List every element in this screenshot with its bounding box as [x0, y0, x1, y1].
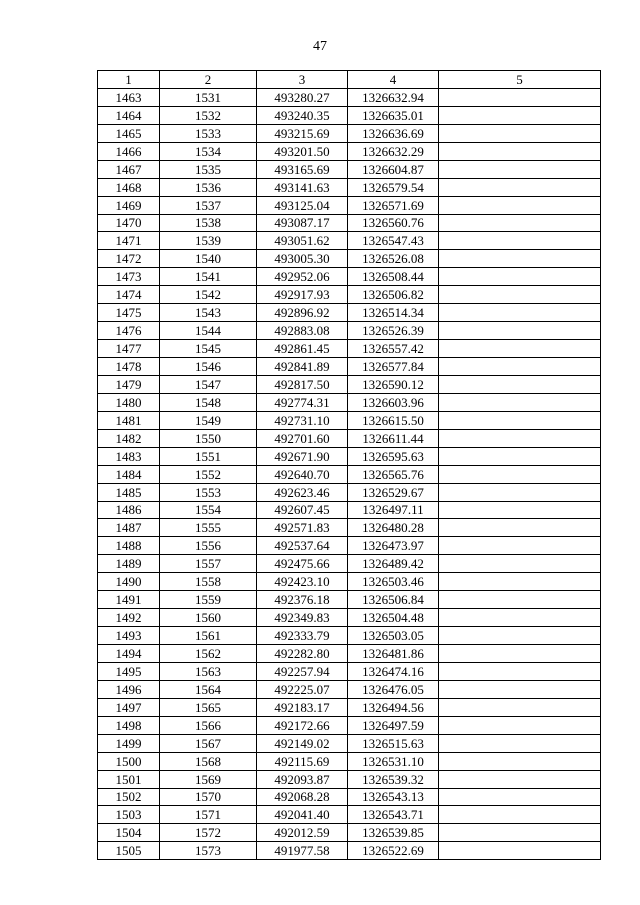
table-row	[98, 375, 601, 393]
table-cell: 1481	[98, 411, 160, 429]
table-cell: 492172.66	[257, 716, 348, 734]
table-cell: 1480	[98, 393, 160, 411]
table-row	[98, 124, 601, 142]
table-cell	[439, 734, 601, 752]
table-row	[98, 591, 601, 609]
table-cell: 492012.59	[257, 824, 348, 842]
table-cell	[439, 429, 601, 447]
table-cell: 1491	[98, 591, 160, 609]
table-cell: 1566	[160, 716, 257, 734]
table-cell: 493165.69	[257, 160, 348, 178]
table-cell: 1326635.01	[348, 106, 439, 124]
table-cell: 1490	[98, 573, 160, 591]
table-row	[98, 340, 601, 358]
table-cell: 1326526.08	[348, 250, 439, 268]
table-cell: 1326603.96	[348, 393, 439, 411]
table-row	[98, 358, 601, 376]
table-cell: 491977.58	[257, 842, 348, 860]
table-cell: 1326560.76	[348, 214, 439, 232]
table-cell	[439, 465, 601, 483]
table-row	[98, 680, 601, 698]
table-cell: 1563	[160, 662, 257, 680]
table-cell: 1487	[98, 519, 160, 537]
table-cell: 492817.50	[257, 375, 348, 393]
table-cell: 1478	[98, 358, 160, 376]
table-cell: 492841.89	[257, 358, 348, 376]
table-cell: 1482	[98, 429, 160, 447]
table-cell: 1559	[160, 591, 257, 609]
table-cell: 1533	[160, 124, 257, 142]
table-cell: 1326539.85	[348, 824, 439, 842]
table-cell: 1554	[160, 501, 257, 519]
table-cell: 1465	[98, 124, 160, 142]
table-cell: 1326476.05	[348, 680, 439, 698]
table-cell: 1547	[160, 375, 257, 393]
page-number: 47	[313, 39, 327, 54]
table-row	[98, 555, 601, 573]
table-cell: 492068.28	[257, 788, 348, 806]
column-header: 5	[439, 71, 601, 89]
table-cell	[439, 124, 601, 142]
table-cell: 492952.06	[257, 268, 348, 286]
table-cell: 1531	[160, 88, 257, 106]
table-cell	[439, 483, 601, 501]
table-cell: 1326515.63	[348, 734, 439, 752]
table-row	[98, 627, 601, 645]
table-cell: 1548	[160, 393, 257, 411]
table-row	[98, 322, 601, 340]
table-row	[98, 465, 601, 483]
table-cell: 1568	[160, 752, 257, 770]
table-cell: 1485	[98, 483, 160, 501]
table-cell	[439, 770, 601, 788]
table-row	[98, 142, 601, 160]
table-cell: 1493	[98, 627, 160, 645]
table-row	[98, 716, 601, 734]
table-cell	[439, 196, 601, 214]
table-cell: 1476	[98, 322, 160, 340]
table-cell: 492640.70	[257, 465, 348, 483]
table-cell	[439, 698, 601, 716]
table-cell: 1326543.71	[348, 806, 439, 824]
table-cell: 1326503.46	[348, 573, 439, 591]
table-row	[98, 698, 601, 716]
table-cell: 1532	[160, 106, 257, 124]
table-cell: 1558	[160, 573, 257, 591]
table-cell: 1546	[160, 358, 257, 376]
table-cell: 1472	[98, 250, 160, 268]
table-cell: 1326522.69	[348, 842, 439, 860]
table-cell	[439, 824, 601, 842]
table-cell: 493240.35	[257, 106, 348, 124]
table-row	[98, 178, 601, 196]
table-cell: 1326494.56	[348, 698, 439, 716]
table-cell: 1538	[160, 214, 257, 232]
table-cell: 1543	[160, 304, 257, 322]
table-cell: 1549	[160, 411, 257, 429]
table-cell	[439, 304, 601, 322]
table-cell: 493125.04	[257, 196, 348, 214]
table-cell: 1326579.54	[348, 178, 439, 196]
table-row	[98, 268, 601, 286]
table-cell	[439, 680, 601, 698]
table-cell	[439, 214, 601, 232]
table-cell: 1326539.32	[348, 770, 439, 788]
table-row	[98, 429, 601, 447]
table-cell	[439, 340, 601, 358]
table-row	[98, 824, 601, 842]
table-cell: 1488	[98, 537, 160, 555]
table-cell: 492376.18	[257, 591, 348, 609]
table-row	[98, 788, 601, 806]
table-cell	[439, 447, 601, 465]
table-cell	[439, 411, 601, 429]
table-row	[98, 286, 601, 304]
table-cell: 492093.87	[257, 770, 348, 788]
table-cell: 1467	[98, 160, 160, 178]
table-cell: 492115.69	[257, 752, 348, 770]
table-cell: 1464	[98, 106, 160, 124]
table-cell: 492571.83	[257, 519, 348, 537]
table-cell	[439, 591, 601, 609]
table-cell: 492883.08	[257, 322, 348, 340]
table-cell: 1544	[160, 322, 257, 340]
table-cell: 1326489.42	[348, 555, 439, 573]
table-row	[98, 537, 601, 555]
table-row	[98, 196, 601, 214]
table-cell	[439, 752, 601, 770]
table-row	[98, 447, 601, 465]
column-header: 3	[257, 71, 348, 89]
table-row	[98, 232, 601, 250]
table-cell: 492861.45	[257, 340, 348, 358]
table-cell: 1561	[160, 627, 257, 645]
table-row	[98, 770, 601, 788]
table-cell: 1466	[98, 142, 160, 160]
table-cell	[439, 160, 601, 178]
table-cell	[439, 537, 601, 555]
table-cell	[439, 286, 601, 304]
table-cell: 1492	[98, 609, 160, 627]
table-cell: 1500	[98, 752, 160, 770]
table-cell: 1326506.84	[348, 591, 439, 609]
table-cell: 1551	[160, 447, 257, 465]
table-cell: 1553	[160, 483, 257, 501]
table-cell	[439, 232, 601, 250]
table-cell: 492149.02	[257, 734, 348, 752]
table-cell: 1326611.44	[348, 429, 439, 447]
table-cell	[439, 88, 601, 106]
table-cell: 1573	[160, 842, 257, 860]
table-row	[98, 662, 601, 680]
table-cell: 1326514.34	[348, 304, 439, 322]
table-cell: 1326506.82	[348, 286, 439, 304]
column-header: 2	[160, 71, 257, 89]
table-cell: 493087.17	[257, 214, 348, 232]
table-cell: 1473	[98, 268, 160, 286]
table-row	[98, 304, 601, 322]
table-row	[98, 483, 601, 501]
table-cell	[439, 375, 601, 393]
table-cell	[439, 178, 601, 196]
table-cell: 1326557.42	[348, 340, 439, 358]
table-cell: 1562	[160, 645, 257, 663]
table-cell: 1326577.84	[348, 358, 439, 376]
table-cell: 492607.45	[257, 501, 348, 519]
table-cell: 1326615.50	[348, 411, 439, 429]
table-row	[98, 752, 601, 770]
table-cell: 1463	[98, 88, 160, 106]
table-row	[98, 88, 601, 106]
table-cell: 493215.69	[257, 124, 348, 142]
table-cell: 1497	[98, 698, 160, 716]
table-cell: 1484	[98, 465, 160, 483]
column-header: 1	[98, 71, 160, 89]
table-cell: 1501	[98, 770, 160, 788]
table-cell: 1571	[160, 806, 257, 824]
table-cell: 1540	[160, 250, 257, 268]
table-cell: 1503	[98, 806, 160, 824]
table-row	[98, 734, 601, 752]
table-cell: 1326529.67	[348, 483, 439, 501]
table-cell: 1572	[160, 824, 257, 842]
table-cell: 1504	[98, 824, 160, 842]
table-cell: 1326526.39	[348, 322, 439, 340]
table-cell: 1542	[160, 286, 257, 304]
table-cell	[439, 716, 601, 734]
table-cell: 1326481.86	[348, 645, 439, 663]
table-cell: 492041.40	[257, 806, 348, 824]
table-cell: 1539	[160, 232, 257, 250]
table-cell	[439, 806, 601, 824]
table-cell: 1499	[98, 734, 160, 752]
table-cell: 1536	[160, 178, 257, 196]
table-cell: 492671.90	[257, 447, 348, 465]
table-cell: 1535	[160, 160, 257, 178]
table-cell: 492701.60	[257, 429, 348, 447]
table-cell: 1326604.87	[348, 160, 439, 178]
table-cell: 1474	[98, 286, 160, 304]
table-cell	[439, 519, 601, 537]
table-cell: 492623.46	[257, 483, 348, 501]
table-row	[98, 250, 601, 268]
table-cell: 1496	[98, 680, 160, 698]
table-header-row	[98, 71, 601, 89]
table-row	[98, 573, 601, 591]
table-cell: 1567	[160, 734, 257, 752]
table-cell: 1569	[160, 770, 257, 788]
table-cell: 1326632.94	[348, 88, 439, 106]
table-cell: 1479	[98, 375, 160, 393]
table-cell	[439, 662, 601, 680]
table-row	[98, 806, 601, 824]
table-cell: 1326632.29	[348, 142, 439, 160]
table-cell: 1326595.63	[348, 447, 439, 465]
table-row	[98, 214, 601, 232]
table-row	[98, 501, 601, 519]
table-cell: 492537.64	[257, 537, 348, 555]
table-cell: 1555	[160, 519, 257, 537]
table-cell: 1477	[98, 340, 160, 358]
table-cell: 1505	[98, 842, 160, 860]
table-cell	[439, 106, 601, 124]
table-cell	[439, 842, 601, 860]
table-cell	[439, 142, 601, 160]
table-cell: 1326474.16	[348, 662, 439, 680]
table-cell: 493141.63	[257, 178, 348, 196]
table-cell: 1326480.28	[348, 519, 439, 537]
table-cell: 492225.07	[257, 680, 348, 698]
table-cell	[439, 322, 601, 340]
table-cell: 1560	[160, 609, 257, 627]
table-cell	[439, 555, 601, 573]
table-cell: 492774.31	[257, 393, 348, 411]
table-cell	[439, 788, 601, 806]
table-cell: 1570	[160, 788, 257, 806]
table-cell: 1534	[160, 142, 257, 160]
table-cell: 1326590.12	[348, 375, 439, 393]
table-cell	[439, 501, 601, 519]
table-cell: 1495	[98, 662, 160, 680]
table-cell: 1502	[98, 788, 160, 806]
table-cell: 493051.62	[257, 232, 348, 250]
table-cell: 1498	[98, 716, 160, 734]
table-cell: 1541	[160, 268, 257, 286]
table-cell: 1564	[160, 680, 257, 698]
table-cell	[439, 609, 601, 627]
table-cell: 1326504.48	[348, 609, 439, 627]
table-cell: 1326547.43	[348, 232, 439, 250]
table-cell: 492917.93	[257, 286, 348, 304]
table-cell	[439, 645, 601, 663]
table-cell: 1483	[98, 447, 160, 465]
coordinates-table	[97, 70, 601, 860]
table-cell: 492349.83	[257, 609, 348, 627]
table-row	[98, 609, 601, 627]
table-cell: 492475.66	[257, 555, 348, 573]
table-cell: 492183.17	[257, 698, 348, 716]
table-cell: 1537	[160, 196, 257, 214]
table-row	[98, 842, 601, 860]
table-cell: 1470	[98, 214, 160, 232]
table-cell: 492282.80	[257, 645, 348, 663]
table-cell: 1557	[160, 555, 257, 573]
table-cell	[439, 627, 601, 645]
table-cell: 1326531.10	[348, 752, 439, 770]
table-cell: 1486	[98, 501, 160, 519]
table-cell: 1545	[160, 340, 257, 358]
table-cell: 1326497.11	[348, 501, 439, 519]
table-cell: 492731.10	[257, 411, 348, 429]
table-cell: 492896.92	[257, 304, 348, 322]
table-cell: 1469	[98, 196, 160, 214]
table-cell: 492257.94	[257, 662, 348, 680]
table-row	[98, 393, 601, 411]
table-cell: 1552	[160, 465, 257, 483]
table-row	[98, 411, 601, 429]
table-row	[98, 519, 601, 537]
table-cell: 1475	[98, 304, 160, 322]
table-row	[98, 106, 601, 124]
table-cell: 1326497.59	[348, 716, 439, 734]
table-cell: 493201.50	[257, 142, 348, 160]
table-cell: 1550	[160, 429, 257, 447]
table-row	[98, 645, 601, 663]
table-cell: 1326473.97	[348, 537, 439, 555]
table-cell: 1494	[98, 645, 160, 663]
table-cell	[439, 393, 601, 411]
table-cell	[439, 268, 601, 286]
table-cell: 492333.79	[257, 627, 348, 645]
table-cell: 1565	[160, 698, 257, 716]
table-cell: 1326543.13	[348, 788, 439, 806]
table-cell: 1468	[98, 178, 160, 196]
table-cell: 1326636.69	[348, 124, 439, 142]
table-cell: 1471	[98, 232, 160, 250]
table-cell: 1326508.44	[348, 268, 439, 286]
table-row	[98, 160, 601, 178]
table-cell	[439, 358, 601, 376]
table-cell: 1326571.69	[348, 196, 439, 214]
table-cell: 1326503.05	[348, 627, 439, 645]
table-body	[98, 88, 601, 859]
table-cell: 1326565.76	[348, 465, 439, 483]
table-cell: 493005.30	[257, 250, 348, 268]
table-cell	[439, 573, 601, 591]
table-cell: 1556	[160, 537, 257, 555]
table-cell	[439, 250, 601, 268]
table-cell: 492423.10	[257, 573, 348, 591]
column-header: 4	[348, 71, 439, 89]
table-cell: 1489	[98, 555, 160, 573]
table-cell: 493280.27	[257, 88, 348, 106]
